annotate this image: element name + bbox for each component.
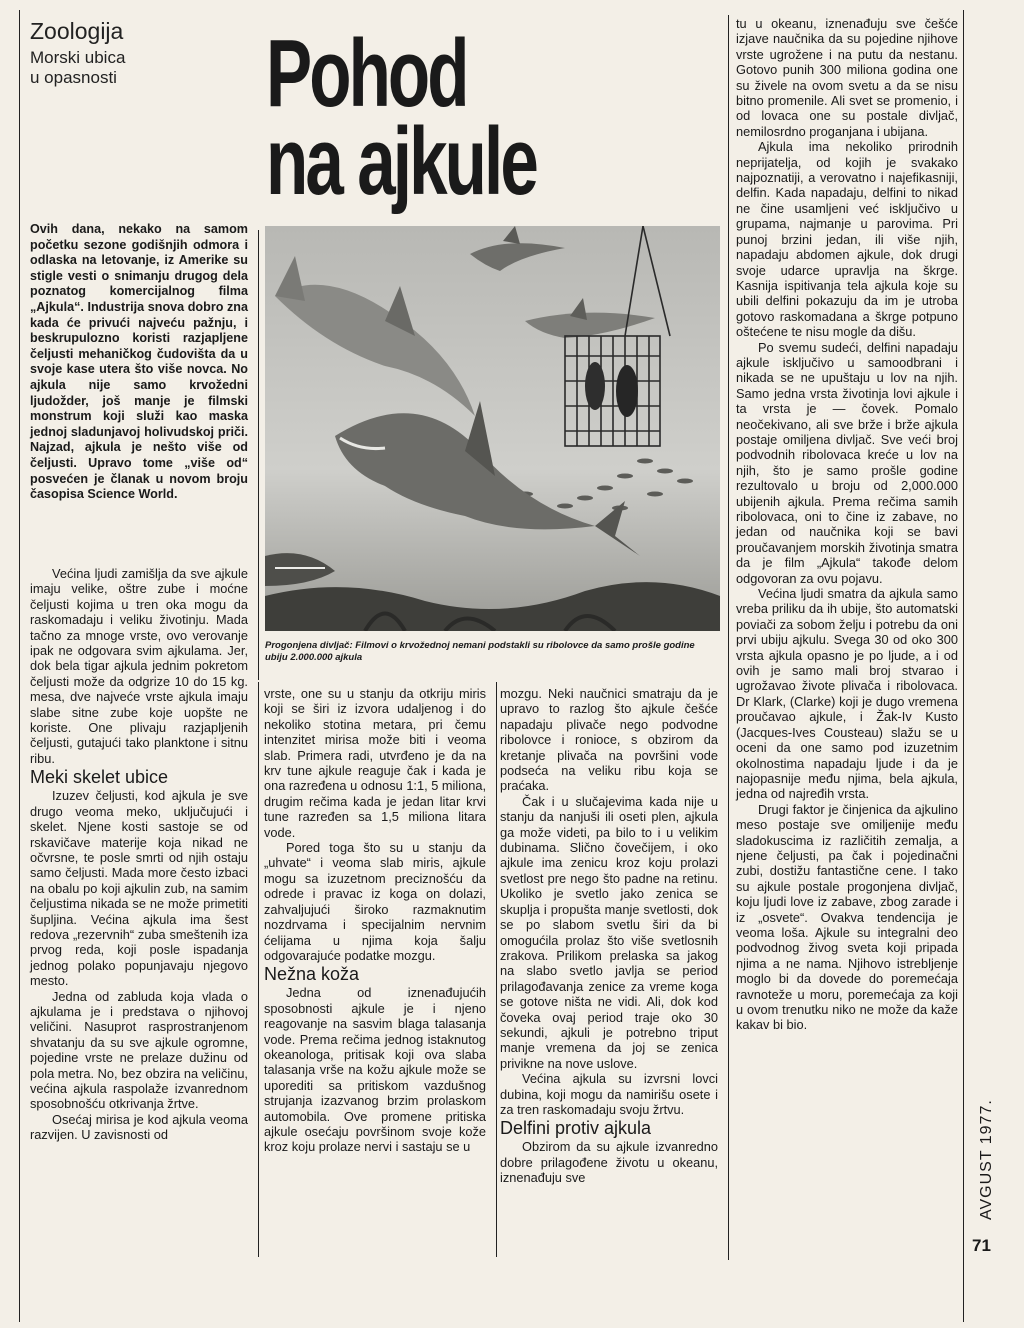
col2-paragraph-3: Jedna od iznenađujućih sposobnosti ajkule je i njeno reagovanje na sasvim blaga talasanja vode. Prema rečima jednog istaknutog okeanologa, pritisak koji ova slaba talasanja vrše na kožu ajkule može se uporediti sa pritiskom vazdušnog strujanja izazvanog brzim prolaskom automobila. Ove promene pritiska ajkule osećaju površinom svoje kože kroz koju prolaze nervi i sastaju se u: [264, 985, 486, 1155]
col4-paragraph-1: Ajkula ima nekoliko prirodnih neprijatelja, od kojih je svakako najpoznatiji, a verovatno i najefikasniji, delfin. Kada napadaju, delfini to nikad ne čine usamljeni već isključivo u grupama, najmanje u parovima. Pri punoj brzini jedan, ili više njih, napadaju abdomen ajkule, dok drugi svoje udarce upravlja na škrge. Kasnija ispitivanja tela ajkula koje su ubili delfini pokazuju da im je utroba gotovo raskomadana a škrge potpuno oštećene te nisu mogle da dišu.: [736, 139, 958, 340]
col3-paragraph-1: mozgu. Neki naučnici smatraju da je upravo to razlog što ajkule češće napadaju plivače nego podvodne ribolovce i ronioce, s obzirom da kretanje plivača na površini vode podseća na veliku ribu koja se praćaka.: [500, 686, 718, 794]
section-header: [30, 18, 240, 88]
section-title: Zoologija: [30, 18, 124, 44]
column-rule-4: [728, 15, 729, 1260]
col4-paragraph-4: Drugi faktor je činjenica da ajkulino meso postaje sve omiljenije među sladokuscima iz različitih zemalja, a njene čeljusti, pa čak i pojedinačni zubi, dostižu fantastične cene. I tako su ajkule postale progonjena divljač, koju ljudi love iz zabave, zbog zarade i iz „osvete“. Ovakva tendencija je veoma loša. Ajkule su integralni deo podvodnog živog sveta koji pripada njima a ne nama. Njihovo istrebljenje moglo bi da dovede do poremećaja ravnoteže u moru, poremećaja za koji u ovom trenutku niko ne može da kaže kakav bi bio.: [736, 801, 958, 1033]
col4-paragraph-0: tu u okeanu, iznenađuju sve češće izjave naučnika da su pojedine njihove vrste ugrožene i na putu da nestanu. Gotovo punih 300 miliona godina one su živele na ovom svetu a da se nisu bitno promenile. Ali svet se promenio, i od lovaca one su postale divljač, nemilosrdno proganjana i ubijana.: [736, 16, 958, 139]
col3-paragraph-2: Čak i u slučajevima kada nije u stanju da nanjuši ili oseti plen, ajkula ga može videti, pa bilo to i u velikim dubinama. Slično čovečijem, i oko ajkule ima zenicu kroz koju prolazi svetlost pre nego što padne na retinu. Ukoliko je svetlo jako zenica se skuplja i propušta manje svetlosti, dok se po slabom svetlu širi da bi omogućila prolaz što više svetlosnih zrakova. Prilikom prelaska sa jakog na slabo svetlo javlja se period prilagođavanja zenice za vreme koga se gotove ništa ne vidi. Ali, dok kod čoveka ovaj period traje oko 30 sekundi, ajkuli je potrebno triput manje vremena da joj se zenica privikne na nove uslove.: [500, 793, 718, 1071]
page-number: 71: [972, 1236, 991, 1255]
illustration-caption: Progonjena divljač: Filmovi o krvožednoj nemani podstakli su ribolovce da samo prošle godine ubiju 2.000.000 ajkula: [265, 640, 695, 663]
headline-line1: Pohod: [266, 20, 467, 127]
col3-subhead: Delfini protiv ajkula: [500, 1118, 652, 1139]
column-rule-2-3: [496, 682, 497, 1257]
col2-paragraph-2: Pored toga što su u stanju da „uhvate“ i veoma slab miris, ajkule mogu sa izuzetnom preciznošću da odrede i pravac iz koga on dolazi, zahvaljujući široko razmaknutim nozdrvama i specijalnim nervnim ćelijama u njima koja šalju odgovarajuće podatke mozgu.: [264, 840, 486, 963]
col4-paragraph-3: Većina ljudi smatra da ajkula samo vreba priliku da ih ubije, što automatski poviači za sobom želju i potrebu da oni prvi ubiju ajkulu. Svega 30 od oko 300 vrsta ajkula opasno je po ljude, a i od ovih je samo mali broj stvarao i ugrožavao živote plivača i ribolovaca. Dr Klark, (Clarke) koji je dugo vremena proučavao ajkule, i Žak-Iv Kusto (Jacques-Ives Cousteau) slažu se u oceni da one samo pod izuzetnim okolnostima napadaju ljude i da je najopasnije među njima, bela ajkula, jedna od najređih vrsta.: [736, 586, 958, 802]
col1-paragraph-1: Većina ljudi zamišlja da sve ajkule imaju velike, oštre zube i moćne čeljusti kojima u tren oka mogu da raskomadaju i veliku životinju. Mada tačno za mnoge vrste, ovo verovanje ipak ne odgovara svim ajkulama. Jer, dok bela tigar ajkula jednim pokretom čeljusti može da odgrize 10 do 15 kg. mesa, dve najveće vrste ajkula imaju slabe sitne zube koje uopšte ne koriste. One plivaju razjapljenih čeljusti, gutajući tako planktone i sitnu ribu.: [30, 566, 248, 766]
section-subtitle-line1: Morski ubica: [30, 48, 126, 67]
center-rule-top: [258, 230, 259, 680]
article-column-2: [264, 686, 486, 1155]
issue-date: AVGUST 1977.: [978, 1099, 995, 1220]
col1-subhead: Meki skelet ubice: [30, 767, 169, 788]
col3-paragraph-3: Većina ajkula su izvrsni lovci dubina, koji mogu da namirišu osete i za tren raskomadaju svoju žrtvu.: [500, 1071, 718, 1117]
col4-paragraph-2: Po svemu sudeći, delfini napadaju ajkule isključivo u samoodbrani i nikada se ne upuštaju u lov na njih. Samo jedna vrsta životinja lovi ajkule i ta vrsta je — čovek. Pomalo neočekivano, ali sve brže i brže ajkula postaje omiljena divljač. Sve veći broj podvodnih ribolovaca kreće u lov na njih, što je samo prošle godine rezultovalo u broju od 2,000.000 ubijenih ajkula. Prema rečima samih ribolovaca, oni to čine iz zabave, no jedan od naučnika koji se bavi proučavanjem morskih životinja smatra da je film „Ajkula“ takođe delom odgovoran za ovu pojavu.: [736, 339, 958, 586]
article-column-3: [500, 686, 718, 1186]
col1-paragraph-3: Jedna od zabluda koja vlada o ajkulama je i predstava o njihovoj veličini. Nasuprot rasprostranjenom shvatanju da su sve ajkule ogromne, pojedine vrste ne prelaze dužinu od pola metra. No, bez obzira na veličinu, većina ajkula raspolaže izvanrednom sposobnošću otkrivanja žrtve.: [30, 988, 248, 1112]
col3-paragraph-4: Obzirom da su ajkule izvanredno dobre prilagođene životu u okeanu, iznenađuju sve: [500, 1139, 718, 1186]
center-rule-bottom: [258, 682, 259, 1257]
col1-paragraph-4: Osećaj mirisa je kod ajkula veoma razvijen. U zavisnosti od: [30, 1111, 248, 1143]
left-margin-rule: [19, 10, 20, 1322]
headline-line2: na ajkule: [266, 108, 536, 215]
right-margin-rule: [963, 10, 964, 1322]
lead-paragraph: Ovih dana, nekako na samom početku sezone godišnjih odmora i odlaska na letovanje, iz Amerike su stigle vesti o snimanju drugog dela poznatog komercijalnog filma „Ajkula“. Industrija snova dobro zna kada će privući najveću pažnju, i beskrupulozno koristi razjapljene čeljusti mehaničkog čudovišta da u svoje kase utera što više novca. No ajkula nije samo krvožedni ljudožder, još manje je filmski monstrum koji služi kao maska jednoj sladunjavoj holivudskoj priči. Najzad, ajkula je nešto više od čeljusti. Upravo tome „više od“ posvećen je članak u novom broju časopisa Science World.: [30, 222, 248, 502]
col1-paragraph-2: Izuzev čeljusti, kod ajkula je sve drugo veoma meko, uključujući i skelet. Njene kosti sastoje se od rskavičave materije koja nikad ne očvrsne, te posle smrti od njih ostaju samo čeljusti. Mada more često izbaci na obalu po koji ajkulin zub, na samim čeljustima nikada se ne može primetiti šupljina. Većina ajkula ima šest redova „rezervnih“ zuba smeštenih iza prvog reda, koji posle ispadanja jednog polako popunjavaju njegovo mesto.: [30, 788, 248, 989]
col2-paragraph-1: vrste, one su u stanju da otkriju miris koji se širi iz izvora udaljenog i do nekoliko stotina metara, pri čemu intenzitet mirisa može biti i veoma slab. Primera radi, utvrđeno je da na krv tune ajkule reaguje čak i kada je ona razređena u odnosu 1:1, 5 miliona, drugim rečima kada je jedan litar krvi tune razređen sa 1,5 miliona litara vode.: [264, 686, 486, 840]
col2-subhead: Nežna koža: [264, 964, 360, 985]
shark-illustration-art: [265, 226, 720, 631]
headline: [266, 20, 641, 215]
section-subtitle-line2: u opasnosti: [30, 68, 117, 87]
article-column-4: [736, 16, 958, 1033]
shark-illustration: [265, 226, 720, 631]
article-column-1: [30, 566, 248, 1143]
